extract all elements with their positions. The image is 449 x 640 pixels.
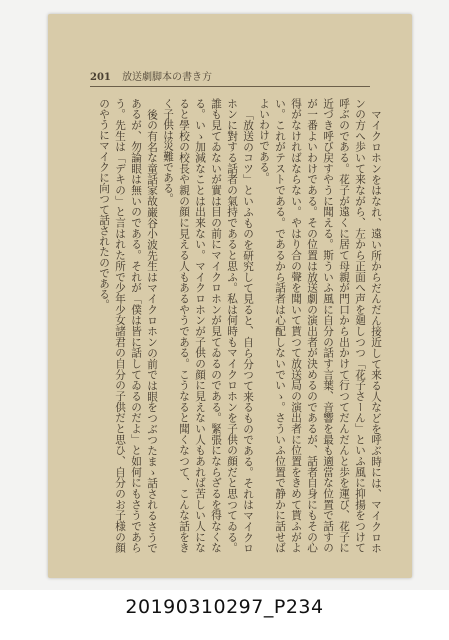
body-paragraph: 「放送のコツ」といふものを研究して見ると、自ら分つて来るものである。それはマイクロホンに對する話者の氣持であると思ふ。私は何時もマイクロホンを子供の顔だと思つてゐる。誰も見てゐないが實は目の前にマイクロホンが見てゐるのである。緊張にならざるを得なくなる。いゝ加減なことは出来ない。マイクロホンが子供の顔に見えない人もあれば苦しい人になると學校の校長や親の顔に見える人もあるやうである。こうなると聞くなつて、こんな話をきく子供は災難である。	[162, 98, 254, 553]
body-paragraph: 後の有名な童話家故巌谷小波先生はマイクロホンの前では眼をつぶつたまゝ話されるさうであるが、勿論眼は無いのである。それが「僕は皆に話してゐるのだよ」と如何にもさうであらう。先生は「デキの」と言はれた所で少年少女諸君の自分の子供だと思ひ、自分のお子様の顔のやうにマイクに向つて話されたのである。	[98, 98, 158, 553]
body-text-area	[94, 98, 384, 553]
page-header	[90, 68, 212, 83]
running-title: 放送劇脚本の書き方	[122, 72, 213, 83]
image-id-caption: 20190310297_P234	[125, 596, 324, 618]
body-paragraph: マイクロホンをはなれ、遠い所からだんだん接近して来る人などを呼ぶ時には、マイクロホンの方へ歩いて来ながら、左から正面へ声を廻しつつ「花子さーん」といふ風に抑揚をつけて呼ぶのである。花子が遠くに居て母親が門口から出かけて行つてだんだんと歩を運び、花子に近づき呼び戻すやうに聞える。斯ういふ風に自分の話す言葉、音響を最も適當な位置で話すのが一番よいわけである。その位置は放送劇の演出者が決めるのであるが、話者自身にもその心得がなければならない。やはり合の聲を聞いて貰つて放送局の演出者に位置をきめて貰ふがよい。これがテストである。であるから話者は心配しないでいゝ。さういふ位置で静かに話せばよいわけである。	[258, 98, 382, 553]
page-number: 201	[90, 72, 111, 83]
header-rule	[90, 86, 370, 87]
vertical-text-column	[94, 98, 384, 553]
